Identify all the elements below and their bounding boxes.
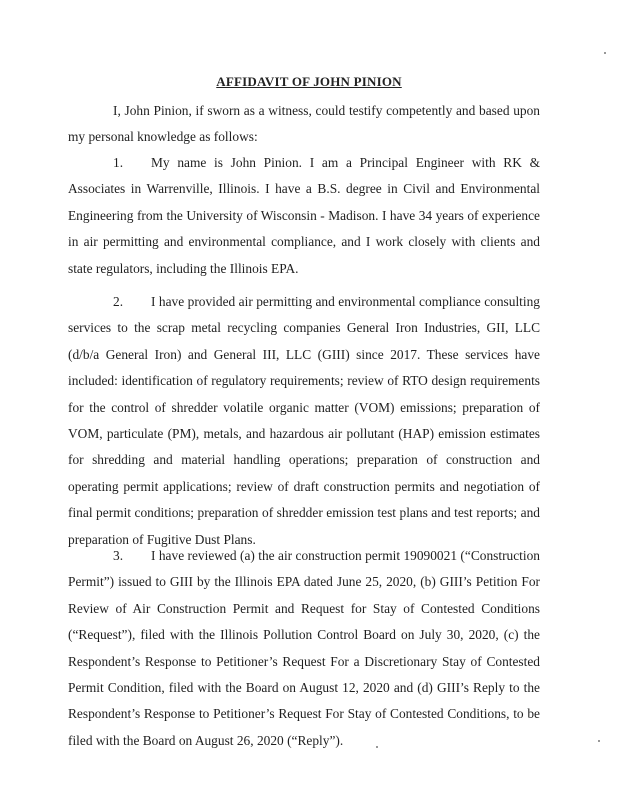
document-title: AFFIDAVIT OF JOHN PINION xyxy=(216,74,402,89)
paragraph-2-text: I have provided air permitting and environmental compliance consulting services to the scrap metal recycling companies General Iron Industries, GII, LLC (d/b/a General Iron) and General III, LLC (GIII) since 2017. These services have included: identification of regulatory requirements; review of RTO design requirements for the control of shredder volatile organic matter (VOM) emissions; preparation of VOM, particulate (PM), metals, and hazardous air pollutant (HAP) emission estimates for shredding and material handling operations; preparation of construction and operating permit applications; review of draft construction permits and negotiation of final permit conditions; preparation of shredder emission test plans and test reports; and preparation of Fugitive Dust Plans. xyxy=(68,294,540,547)
paragraph-3-text: I have reviewed (a) the air construction permit 19090021 (“Construction Permit”) issued to GIII by the Illinois EPA dated June 25, 2020, (b) GIII’s Petition For Review of Air Construction Permit and Request for Stay of Contested Conditions (“Request”), filed with the Illinois Pollution Control Board on July 30, 2020, (c) the Respondent’s Response to Petitioner’s Request For a Discretionary Stay of Contested Permit Condition, filed with the Board on August 12, 2020 and (d) GIII’s Reply to the Respondent’s Response to Petitioner’s Request For Stay of Contested Conditions, to be filed with the Board on August 26, 2020 (“Reply”). xyxy=(68,548,540,748)
intro-paragraph: I, John Pinion, if sworn as a witness, could testify competently and based upon my personal knowledge as follows: xyxy=(68,103,540,145)
scan-speck xyxy=(376,746,378,748)
paragraph-1-number: 1. xyxy=(113,155,124,170)
paragraph-2-number: 2. xyxy=(113,294,124,309)
scan-speck xyxy=(598,740,600,742)
paragraph-1 xyxy=(68,150,540,282)
scan-speck xyxy=(604,52,606,54)
paragraph-3 xyxy=(68,543,540,754)
paragraph-1-text: My name is John Pinion. I am a Principal Engineer with RK & Associates in Warrenville, Illinois. I have a B.S. degree in Civil and Environmental Engineering from the University of Wisconsin - Madison. I have 34 years of experience in air permitting and environmental compliance, and I work closely with clients and state regulators, including the Illinois EPA. xyxy=(68,155,540,276)
paragraph-3-number: 3. xyxy=(113,548,124,563)
paragraph-2 xyxy=(68,289,540,553)
